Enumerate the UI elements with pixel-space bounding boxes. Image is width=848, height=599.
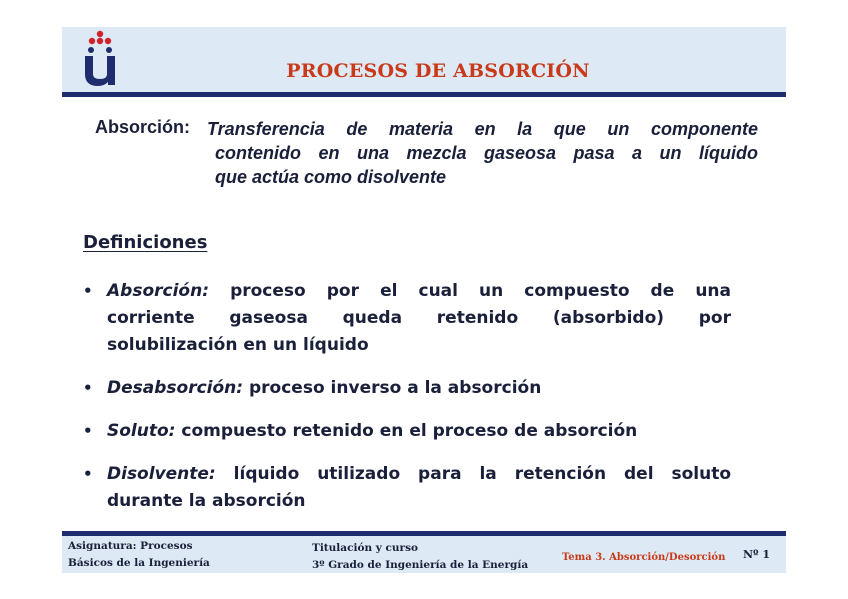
section-heading: Definiciones <box>83 232 208 253</box>
item-text: durante la absorción <box>107 491 306 511</box>
definition-text <box>207 117 758 189</box>
item-text: proceso por el cual un compuesto de una <box>209 281 731 301</box>
item-text: proceso inverso a la absorción <box>243 378 542 398</box>
footer-subject <box>68 538 210 572</box>
definitions-list <box>83 278 731 531</box>
item-text: corriente gaseosa queda retenido (absorbido) por <box>107 308 731 328</box>
item-term: Absorción: <box>107 281 209 301</box>
header-rule <box>62 92 786 97</box>
list-item <box>83 461 731 515</box>
definition-line: contenido en una mezcla gaseosa pasa a un líquido <box>215 143 758 163</box>
list-item <box>83 278 731 359</box>
footer-subject-line: Asignatura: Procesos <box>68 540 193 552</box>
footer-degree-line: Titulación y curso <box>312 542 418 554</box>
bullet-icon: • <box>83 422 93 440</box>
list-item <box>83 375 731 402</box>
item-text: solubilización en un líquido <box>107 335 369 355</box>
footer-topic: Tema 3. Absorción/Desorción <box>562 552 726 563</box>
item-term: Soluto: <box>107 421 176 441</box>
definition-line: Transferencia de materia en la que un componente <box>207 119 758 139</box>
item-term: Desabsorción: <box>107 378 244 398</box>
page-number: Nº 1 <box>743 548 771 561</box>
bullet-icon: • <box>83 379 93 397</box>
definition-term: Absorción: <box>95 117 191 137</box>
bullet-icon: • <box>83 282 93 300</box>
footer-degree <box>312 540 528 574</box>
item-text: líquido utilizado para la retención del soluto <box>215 464 731 484</box>
footer-subject-line: Básicos de la Ingeniería <box>68 557 210 569</box>
item-text: compuesto retenido en el proceso de absorción <box>175 421 638 441</box>
bullet-icon: • <box>83 465 93 483</box>
item-term: Disolvente: <box>107 464 216 484</box>
definition-line: que actúa como disolvente <box>215 167 447 187</box>
page-title: PROCESOS DE ABSORCIÓN <box>286 60 590 82</box>
footer-degree-line: 3º Grado de Ingeniería de la Energía <box>312 559 529 571</box>
list-item <box>83 418 731 445</box>
